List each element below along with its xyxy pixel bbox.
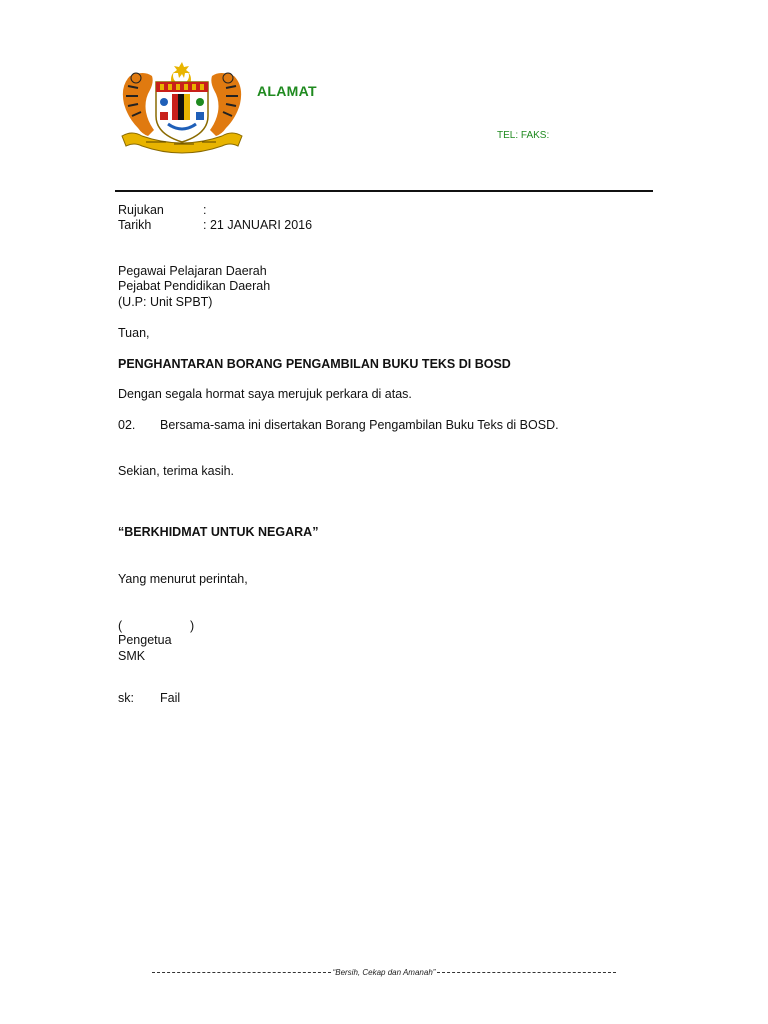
reference-rujukan-value: :	[203, 203, 207, 217]
footer-dash-right	[437, 972, 616, 973]
reference-tarikh-value: : 21 JANUARI 2016	[203, 218, 313, 232]
slogan: “BERKHIDMAT UNTUK NEGARA”	[118, 525, 319, 539]
paragraph-2-number: 02.	[118, 418, 136, 432]
signoff: Yang menurut perintah,	[118, 572, 248, 586]
reference-rujukan-label: Rujukan	[118, 203, 164, 217]
cc-value: Fail	[160, 691, 181, 705]
salutation: Tuan,	[118, 326, 150, 340]
signature-paren-close: )	[190, 619, 195, 633]
recipient-line-1: Pegawai Pelajaran Daerah	[118, 264, 267, 278]
letterhead-address-label: ALAMAT	[257, 83, 317, 99]
paragraph-1: Dengan segala hormat saya merujuk perkara di atas.	[118, 387, 412, 401]
signature-school: SMK	[118, 649, 146, 663]
letterhead-tel-fax: TEL: FAKS:	[497, 130, 550, 141]
letter-subject: PENGHANTARAN BORANG PENGAMBILAN BUKU TEKS DI BOSD	[118, 357, 511, 371]
letterhead-divider	[115, 190, 653, 192]
footer-motto-line	[152, 968, 616, 977]
paragraph-2-text: Bersama-sama ini disertakan Borang Pengambilan Buku Teks di BOSD.	[160, 418, 559, 432]
footer-dash-left	[152, 972, 331, 973]
cc-label: sk:	[118, 691, 134, 705]
recipient-line-3: (U.P: Unit SPBT)	[118, 295, 213, 309]
coat-of-arms-logo	[116, 58, 248, 156]
footer-motto: “Bersih, Cekap dan Amanah”	[332, 968, 436, 977]
signature-paren-open: (	[118, 619, 123, 633]
closing-line: Sekian, terima kasih.	[118, 464, 235, 478]
recipient-line-2: Pejabat Pendidikan Daerah	[118, 279, 271, 293]
reference-tarikh-label: Tarikh	[118, 218, 152, 232]
signature-title: Pengetua	[118, 633, 172, 647]
